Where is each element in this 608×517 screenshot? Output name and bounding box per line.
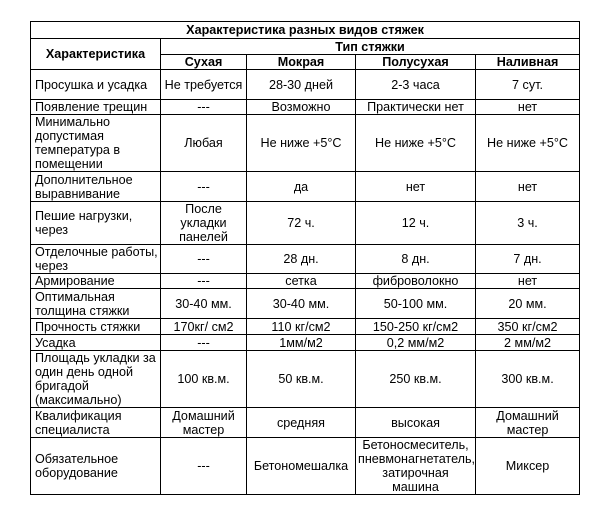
row-label: Усадка [31, 335, 161, 351]
table-cell: --- [161, 438, 247, 495]
type-header-self-leveling: Наливная [476, 55, 580, 70]
table-cell: 150-250 кг/см2 [356, 319, 476, 335]
type-header-dry: Сухая [161, 55, 247, 70]
type-header-semidry: Полусухая [356, 55, 476, 70]
table-cell: После укладки панелей [161, 202, 247, 245]
table-cell: нет [476, 172, 580, 202]
table-cell: 30-40 мм. [161, 289, 247, 319]
table-cell: 8 дн. [356, 245, 476, 274]
table-cell: 2-3 часа [356, 70, 476, 100]
table-cell: 170кг/ см2 [161, 319, 247, 335]
table-cell: нет [476, 274, 580, 289]
table-cell: Не ниже +5°С [247, 115, 356, 172]
table-cell: Не ниже +5°С [356, 115, 476, 172]
table-cell: 12 ч. [356, 202, 476, 245]
row-label: Площадь укладки за один день одной бригадой (максимально) [31, 351, 161, 408]
row-label: Появление трещин [31, 100, 161, 115]
table-cell: 50-100 мм. [356, 289, 476, 319]
table-cell: 350 кг/см2 [476, 319, 580, 335]
table-cell: --- [161, 172, 247, 202]
table-cell: 28-30 дней [247, 70, 356, 100]
table-cell: Не требуется [161, 70, 247, 100]
table-cell: Практически нет [356, 100, 476, 115]
table-row [31, 245, 580, 274]
table-cell: Домашний мастер [161, 408, 247, 438]
table-cell: сетка [247, 274, 356, 289]
table-cell: 72 ч. [247, 202, 356, 245]
characteristic-header: Характеристика [31, 39, 161, 70]
table-cell: 20 мм. [476, 289, 580, 319]
table-row [31, 319, 580, 335]
table-cell: 7 сут. [476, 70, 580, 100]
table-row [31, 351, 580, 408]
table-cell: 28 дн. [247, 245, 356, 274]
table-row [31, 289, 580, 319]
table-cell: --- [161, 100, 247, 115]
table-cell: --- [161, 335, 247, 351]
table-cell: --- [161, 274, 247, 289]
table-row [31, 115, 580, 172]
table-cell: нет [356, 172, 476, 202]
table-cell: 7 дн. [476, 245, 580, 274]
row-label: Квалификация специалиста [31, 408, 161, 438]
table-cell: 2 мм/м2 [476, 335, 580, 351]
table-row [31, 274, 580, 289]
row-label: Дополнительное выравнивание [31, 172, 161, 202]
table-cell: Миксер [476, 438, 580, 495]
row-label: Минимально допустимая температура в помещении [31, 115, 161, 172]
table-row [31, 100, 580, 115]
table-cell: 110 кг/см2 [247, 319, 356, 335]
table-cell: Бетоносмеситель, пневмонагнетатель, затирочная машина [356, 438, 476, 495]
table-cell: фиброволокно [356, 274, 476, 289]
row-label: Прочность стяжки [31, 319, 161, 335]
type-header-wet: Мокрая [247, 55, 356, 70]
table-cell: 0,2 мм/м2 [356, 335, 476, 351]
table-cell: --- [161, 245, 247, 274]
table-cell: 50 кв.м. [247, 351, 356, 408]
table-title: Характеристика разных видов стяжек [31, 22, 580, 39]
row-label: Пешие нагрузки, через [31, 202, 161, 245]
table-cell: средняя [247, 408, 356, 438]
table-cell: нет [476, 100, 580, 115]
table-row [31, 408, 580, 438]
table-cell: Не ниже +5°С [476, 115, 580, 172]
table-row [31, 438, 580, 495]
row-label: Обязательное оборудование [31, 438, 161, 495]
row-label: Армирование [31, 274, 161, 289]
table-row [31, 335, 580, 351]
table-cell: да [247, 172, 356, 202]
table-cell: 100 кв.м. [161, 351, 247, 408]
table-cell: Бетономешалка [247, 438, 356, 495]
table-row [31, 202, 580, 245]
table-cell: 3 ч. [476, 202, 580, 245]
table-cell: 1мм/м2 [247, 335, 356, 351]
table-cell: Домашний мастер [476, 408, 580, 438]
row-label: Отделочные работы, через [31, 245, 161, 274]
table-row [31, 70, 580, 100]
screed-comparison-table [30, 21, 580, 495]
table-cell: Возможно [247, 100, 356, 115]
row-label: Оптимальная толщина стяжки [31, 289, 161, 319]
screed-type-group-header: Тип стяжки [161, 39, 580, 55]
table-cell: высокая [356, 408, 476, 438]
table-cell: Любая [161, 115, 247, 172]
row-label: Просушка и усадка [31, 70, 161, 100]
table-row [31, 172, 580, 202]
table-cell: 30-40 мм. [247, 289, 356, 319]
table-cell: 300 кв.м. [476, 351, 580, 408]
table-cell: 250 кв.м. [356, 351, 476, 408]
